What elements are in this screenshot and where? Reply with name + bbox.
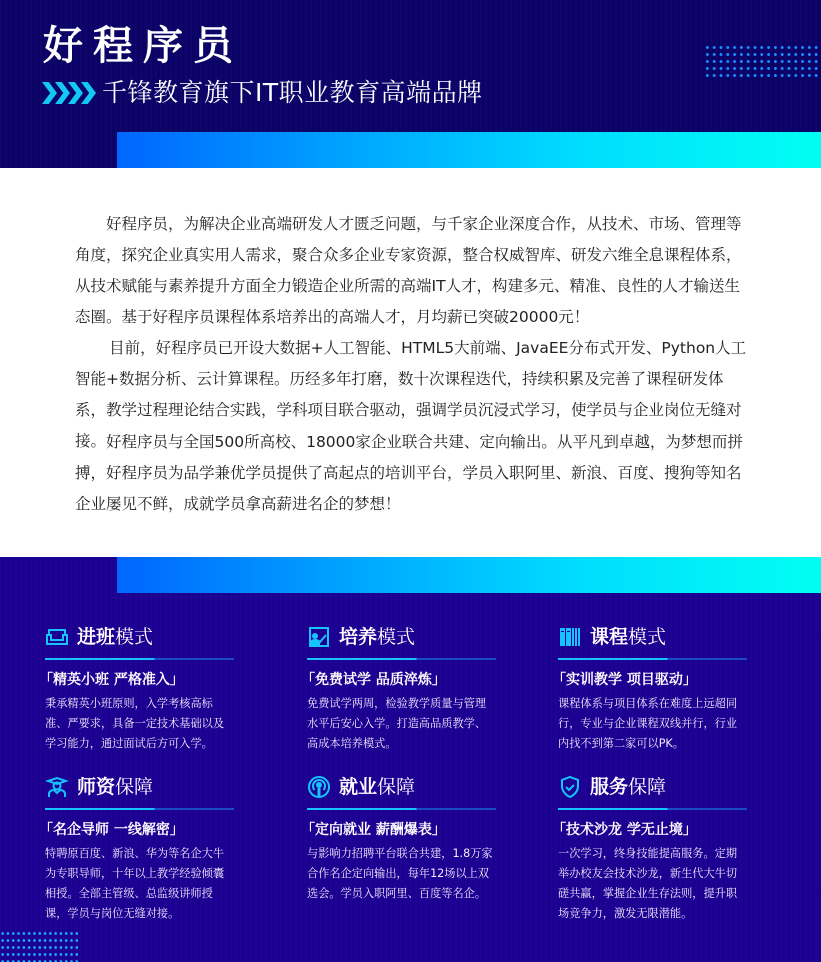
feature-title: 进班模式 xyxy=(77,626,154,648)
feature-description: 与影响力招聘平台联合共建，1.8万家合作名企定向输出，每年12场以上双选会。学员入职阿里、百度等名企。 xyxy=(307,847,493,900)
divider xyxy=(307,808,496,810)
feature-tagline: 「实训教学 项目驱动」 xyxy=(552,672,697,688)
teacher-cap-icon xyxy=(45,775,69,799)
feature-tagline: 「精英小班 严格准入」 xyxy=(39,672,184,688)
books-icon xyxy=(558,625,582,649)
feature-description: 课程体系与项目体系在难度上远超同行，专业与企业课程双线并行，行业内找不到第二家可以PK。 xyxy=(558,697,738,750)
intro-paragraph: 目前，好程序员已开设大数据+人工智能、HTML5大前端、JavaEE分布式开发、Python人工智能+数据分析、云计算课程。历经多年打磨，数十次课程迭代，持续积累及完善了课程研发体系，教学过程理论结合实践，学科项目联合驱动，强调学员沉浸式学习，使学员与企业岗位无缝对接。 xyxy=(75,339,747,450)
feature-title: 培养模式 xyxy=(339,626,416,648)
intro-paragraph: 好程序员，为解决企业高端研发人才匮乏问题，与千家企业深度合作，从技术、市场、管理等角度，探究企业真实用人需求，聚合众多企业专家资源，整合权威智库、研发六维全息课程体系，从技术赋能与素养提升方面全力锻造企业所需的高端IT人才，构建多元、精准、良性的人才输送生态圈。基于好程序员课程体系培养出的高端人才，月均薪已突破20000元！ xyxy=(75,215,742,326)
divider xyxy=(45,658,234,660)
feature-title: 服务保障 xyxy=(590,776,667,798)
features-section xyxy=(0,557,821,962)
feature-description: 一次学习，终身技能提高服务。定期举办校友会技术沙龙，新生代大牛切磋共赢，掌握企业生存法则，提升职场竞争力，激发无限潜能。 xyxy=(558,847,738,920)
feature-tagline: 「定向就业 薪酬爆表」 xyxy=(301,822,446,838)
feature-title: 课程模式 xyxy=(590,626,667,648)
feature-tagline: 「名企导师 一线解密」 xyxy=(39,822,184,838)
chevrons-icon xyxy=(42,82,94,104)
brand-title: 好程序员 xyxy=(43,23,243,69)
feature-card-enrollment xyxy=(39,622,245,754)
feature-card-service xyxy=(552,772,758,924)
feature-card-faculty xyxy=(39,772,245,924)
shield-check-icon xyxy=(558,775,582,799)
feature-title: 就业保障 xyxy=(339,776,416,798)
feature-description: 特聘原百度、新浪、华为等名企大牛为专职导师，十年以上教学经验倾囊相授。全部主管级、总监级讲师授课，学员与岗位无缝对接。 xyxy=(45,847,225,920)
chevron-right-icon xyxy=(68,82,83,104)
divider xyxy=(558,658,747,660)
header-banner xyxy=(0,0,821,168)
intro-section xyxy=(0,168,821,557)
intro-paragraph: 好程序员与全国500所高校、18000家企业联合共建、定向输出。从平凡到卓越，为梦想而拼搏，好程序员为品学兼优学员提供了高起点的培训平台，学员入职阿里、新浪、百度、搜狗等知名企业屡见不鲜，成就学员拿高薪进名企的梦想！ xyxy=(75,433,743,513)
dot-grid-decoration xyxy=(0,930,80,962)
subtitle-row xyxy=(42,78,483,108)
feature-description: 秉承精英小班原则，入学考核高标准、严要求，具备一定技术基础以及学习能力，通过面试后方可入学。 xyxy=(45,697,225,750)
feature-description: 免费试学两周，检验教学质量与管理水平后安心入学。打造高品质教学、高成本培养模式。 xyxy=(307,697,487,750)
divider xyxy=(558,808,747,810)
feature-card-training xyxy=(301,622,507,754)
feature-title: 师资保障 xyxy=(77,776,154,798)
chevron-right-icon xyxy=(81,82,96,104)
gradient-band xyxy=(117,557,821,593)
sofa-icon xyxy=(45,625,69,649)
brand-subtitle: 千锋教育旗下IT职业教育高端品牌 xyxy=(102,78,483,107)
chevron-right-icon xyxy=(55,82,70,104)
chevron-right-icon xyxy=(42,82,57,104)
teaching-board-icon xyxy=(307,625,331,649)
divider xyxy=(307,658,496,660)
feature-card-employment xyxy=(301,772,507,904)
feature-card-curriculum xyxy=(552,622,758,754)
dot-grid-decoration xyxy=(704,44,821,78)
feature-tagline: 「免费试学 品质淬炼」 xyxy=(301,672,446,688)
divider xyxy=(45,808,234,810)
feature-tagline: 「技术沙龙 学无止境」 xyxy=(552,822,697,838)
gradient-band xyxy=(117,132,821,168)
broadcast-icon xyxy=(307,775,331,799)
